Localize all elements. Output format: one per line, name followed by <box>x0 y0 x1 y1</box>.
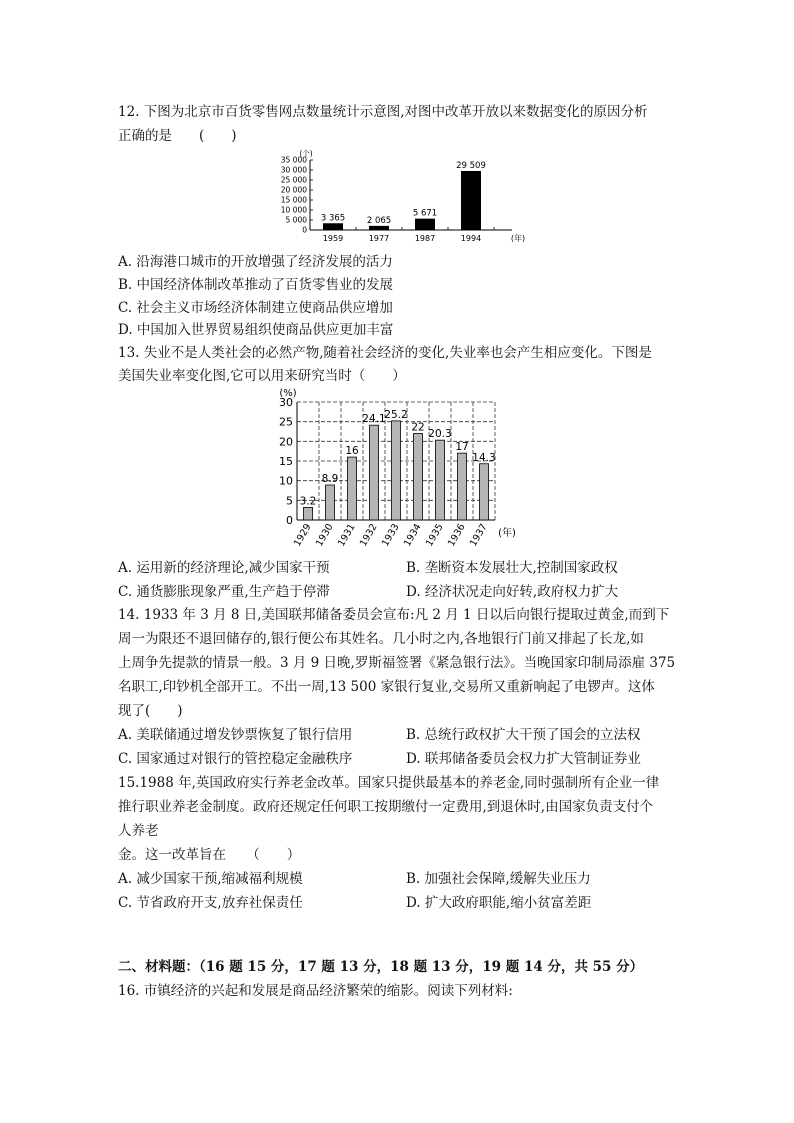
x-tick-label: 1935 <box>423 522 446 549</box>
x-tick-label: 1987 <box>414 234 436 243</box>
bar-value-label: 16 <box>345 445 359 458</box>
q14-stem-line-2: 周一为限还不退回储存的,银行便公布其姓名。几小时之内,各地银行门前又排起了长龙,如 <box>118 631 644 647</box>
bar-value-label: 14.3 <box>472 451 496 464</box>
y-tick-label: 15 000 <box>280 195 307 205</box>
y-tick-label: 0 <box>286 514 293 527</box>
bar-value-label: 20.3 <box>428 428 452 441</box>
q12-option-c: C. 社会主义市场经济体制建立使商品供应增加 <box>118 300 393 316</box>
q15-option-d: D. 扩大政府职能,缩小贫富差距 <box>406 895 592 911</box>
q14-stem-line-1: 14. 1933 年 3 月 8 日,美国联邦储备委员会宣布:凡 2 月 1 日以后向银行提取过黄金,而到下 <box>118 607 670 623</box>
q12-stem-line-1: 12. 下图为北京市百货零售网点数量统计示意图,对图中改革开放以来数据变化的原因分析 <box>118 104 648 120</box>
y-tick-label: 25 000 <box>280 175 307 185</box>
q13-stem-line-1: 13. 失业不是人类社会的必然产物,随着社会经济的变化,失业率也会产生相应变化。下图是 <box>118 345 652 361</box>
bar-value-label: 8.9 <box>321 472 339 485</box>
q15-stem-line-3: 人养老 <box>118 823 159 839</box>
bar <box>414 433 423 520</box>
x-tick-label: 1977 <box>368 234 390 243</box>
y-tick-label: 30 000 <box>280 165 307 175</box>
bar-value-label: 3 365 <box>320 213 346 224</box>
y-tick-label: 0 <box>302 225 307 235</box>
x-axis-unit: (年) <box>510 234 526 243</box>
bar-value-label: 5 671 <box>412 208 438 219</box>
y-tick-label: 15 <box>279 455 293 468</box>
q12-option-d: D. 中国加入世界贸易组织使商品供应更加丰富 <box>118 322 394 338</box>
bar <box>415 219 435 230</box>
q14-stem-line-5: 现了( ) <box>118 703 183 719</box>
y-axis-unit: (%) <box>279 388 297 399</box>
y-tick-label: 5 000 <box>285 215 307 225</box>
x-tick-label: 1937 <box>467 522 490 549</box>
bar <box>369 226 389 230</box>
bar-value-label: 29 509 <box>456 160 486 171</box>
x-tick-label: 1930 <box>313 522 336 549</box>
y-axis-unit: (个) <box>299 149 313 158</box>
x-tick-label: 1932 <box>357 522 380 549</box>
q13-option-c: C. 通货膨胀现象严重,生产趋于停滞 <box>118 584 330 600</box>
bar-value-label: 2 065 <box>366 215 392 226</box>
bar-value-label: 22 <box>411 421 425 434</box>
q14-stem-line-3: 上周争先提款的情景一般。3 月 9 日晚,罗斯福签署《紧急银行法》。当晚国家印制局添雇 375 <box>118 655 676 671</box>
q13-option-b: B. 垄断资本发展壮大,控制国家政权 <box>406 560 618 576</box>
bar-value-label: 25.2 <box>384 408 408 421</box>
q12-stem-line-2: 正确的是 ( ) <box>118 128 237 144</box>
bar <box>370 425 379 520</box>
q13-option-a: A. 运用新的经济理论,减少国家干预 <box>118 560 330 576</box>
x-axis-unit: (年) <box>498 528 516 539</box>
q15-stem-line-1: 15.1988 年,英国政府实行养老金改革。国家只提供最基本的养老金,同时强制所有企业一律 <box>118 775 660 791</box>
y-tick-label: 20 000 <box>280 185 307 195</box>
bar <box>326 485 335 520</box>
x-tick-label: 1994 <box>460 234 482 243</box>
q14-option-d: D. 联邦储备委员会权力扩大管制证券业 <box>406 751 641 767</box>
y-tick-label: 10 <box>279 474 293 488</box>
y-tick-label: 25 <box>279 415 293 429</box>
y-tick-label: 20 <box>279 435 293 449</box>
bar-value-label: 17 <box>455 441 469 454</box>
unemployment-rate-bar-chart <box>270 380 520 550</box>
q14-stem-line-4: 名职工,印钞机全部开工。不出一周,13 500 家银行复业,交易所又重新响起了电锣声。这体 <box>118 679 655 695</box>
bar <box>461 171 481 230</box>
bar <box>480 464 489 520</box>
q15-option-a: A. 减少国家干预,缩减福利规模 <box>118 871 303 887</box>
retail-outlets-bar-chart <box>262 146 532 246</box>
q14-option-b: B. 总统行政权扩大干预了国会的立法权 <box>406 727 641 743</box>
q16-stem: 16. 市镇经济的兴起和发展是商品经济繁荣的缩影。阅读下列材料: <box>118 983 513 999</box>
x-tick-label: 1931 <box>335 522 358 549</box>
q12-option-a: A. 沿海港口城市的开放增强了经济发展的活力 <box>118 254 393 270</box>
q13-option-d: D. 经济状况走向好转,政府权力扩大 <box>406 584 619 600</box>
y-tick-label: 5 <box>286 494 293 508</box>
q12-option-b: B. 中国经济体制改革推动了百货零售业的发展 <box>118 277 394 293</box>
section-2-heading: 二、材料题：（16 题 15 分，17 题 13 分，18 题 13 分，19 题 14 分，共 55 分） <box>118 959 644 975</box>
y-tick-label: 10 000 <box>280 205 307 215</box>
q15-stem-line-4: 金。这一改革旨在 （ ） <box>118 847 301 863</box>
bar <box>436 440 445 520</box>
bar <box>458 453 467 520</box>
bar-value-label: 24.1 <box>362 413 386 426</box>
q13-stem-line-2: 美国失业率变化图,它可以用来研究当时（ ） <box>118 368 406 384</box>
q15-stem-line-2: 推行职业养老金制度。政府还规定任何职工按期缴付一定费用,到退休时,由国家负责支付个 <box>118 799 654 815</box>
bar <box>392 421 401 520</box>
bar <box>304 507 313 520</box>
x-tick-label: 1959 <box>322 234 344 243</box>
x-tick-label: 1934 <box>401 522 424 549</box>
q15-option-c: C. 节省政府开支,放弃社保责任 <box>118 895 303 911</box>
bar <box>323 223 343 230</box>
q14-option-a: A. 美联储通过增发钞票恢复了银行信用 <box>118 727 353 743</box>
bar-value-label: 3.2 <box>299 495 317 508</box>
x-tick-label: 1929 <box>291 522 314 549</box>
q15-option-b: B. 加强社会保障,缓解失业压力 <box>406 871 591 887</box>
x-tick-label: 1936 <box>445 522 468 549</box>
x-tick-label: 1933 <box>379 522 402 549</box>
q14-option-c: C. 国家通过对银行的管控稳定金融秩序 <box>118 751 353 767</box>
y-tick-label: 35 000 <box>280 155 307 165</box>
bar <box>348 457 357 520</box>
y-tick-label: 30 <box>279 396 293 409</box>
